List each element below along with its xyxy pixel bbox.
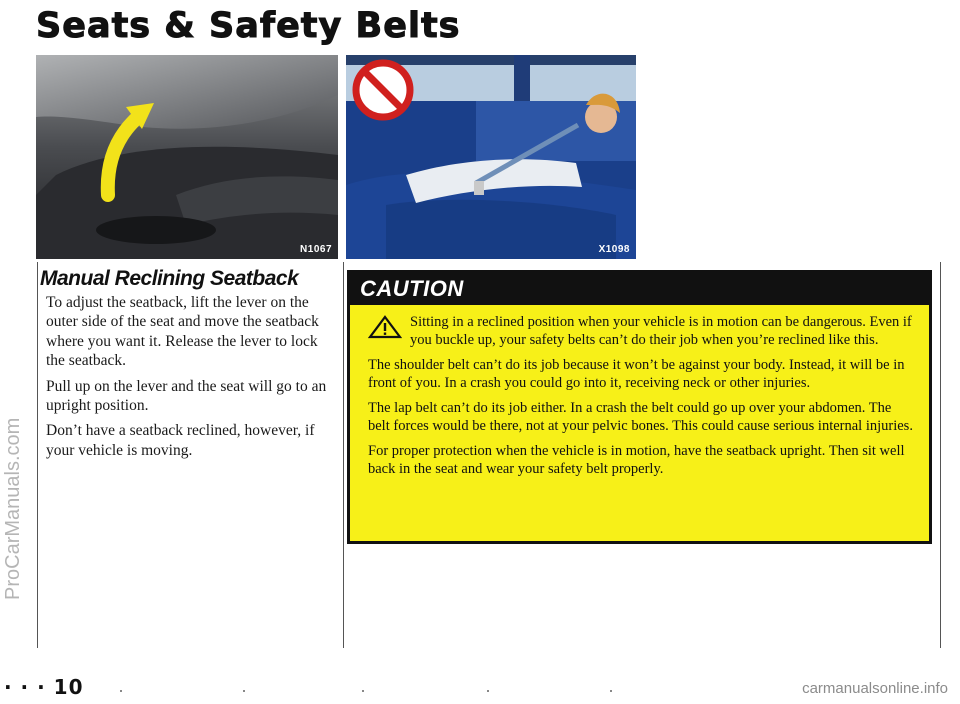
middle-column-rule [343, 262, 344, 648]
bottom-watermark: carmanualsonline.info [802, 680, 948, 697]
left-column-rule [37, 262, 38, 648]
scan-dot [487, 690, 489, 692]
caution-body [350, 305, 929, 478]
caution-paragraph: The lap belt can’t do its job either. In a crash the belt could go up over your abdomen. The belt forces would be there, not at your pelvic bones. This could cause serious internal injuries. [368, 400, 913, 434]
right-column-rule [940, 262, 941, 648]
section-paragraph: Pull up on the lever and the seat will go to an upright position. [46, 377, 327, 415]
section-paragraph: To adjust the seatback, lift the lever on the outer side of the seat and move the seatback where you want it. Release the lever to lock the seatback. [46, 294, 319, 370]
seatback-lever-photo [36, 55, 338, 259]
warning-triangle-icon [368, 315, 402, 339]
scan-dot [610, 690, 612, 692]
side-watermark: ProCarManuals.com [2, 417, 24, 600]
section-heading: Manual Reclining Seatback [40, 267, 299, 290]
reclined-passenger-photo [346, 55, 636, 259]
caution-paragraph: Sitting in a reclined position when your vehicle is in motion can be dangerous. Even if you buckle up, your safety belts can’t do their job when you’re reclined like this. [410, 314, 912, 348]
caution-label: CAUTION [350, 273, 929, 305]
scan-dot [243, 690, 245, 692]
photo-code-left: N1067 [300, 244, 332, 255]
seatback-lever-illustration [36, 55, 338, 259]
caution-paragraph: The shoulder belt can’t do its job because it won’t be against your body. Instead, it will be in front of you. In a crash you could go into it, receiving neck or other injuries. [368, 357, 905, 391]
caution-paragraph: For proper protection when the vehicle is in motion, have the seatback upright. Then sit well back in the seat and wear your safety belt properly. [368, 443, 905, 477]
section-paragraph: Don’t have a seatback reclined, however, if your vehicle is moving. [46, 422, 315, 459]
scan-dot [362, 690, 364, 692]
reclined-passenger-illustration [346, 55, 636, 259]
photo-code-right: X1098 [598, 244, 630, 255]
section-body [46, 293, 338, 466]
scan-dot [120, 690, 122, 692]
page-title: Seats & Safety Belts [36, 6, 461, 46]
caution-box [347, 270, 932, 544]
page-number: · · · 10 [4, 675, 84, 699]
